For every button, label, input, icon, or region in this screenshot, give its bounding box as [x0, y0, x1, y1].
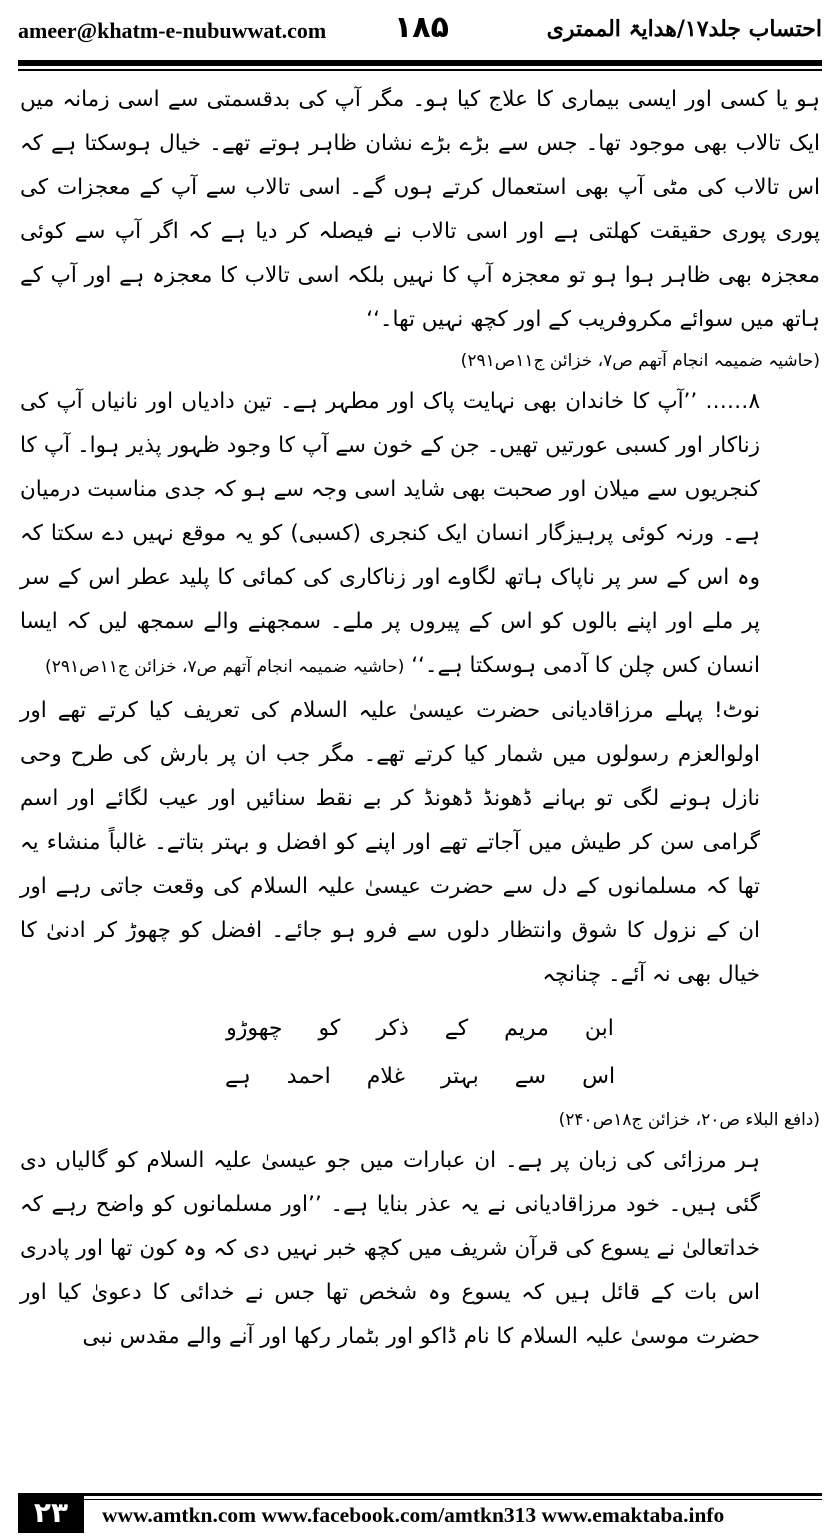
poem-word: چھوڑو: [226, 1016, 283, 1041]
footer-rule-thick: [84, 1493, 822, 1496]
poem-word: کو: [318, 1016, 341, 1041]
poem-word: اس: [582, 1064, 616, 1089]
header-page-number: ۱۸۵: [394, 10, 449, 45]
poem-word: کے: [444, 1016, 469, 1041]
poem-word: مریم: [504, 1016, 549, 1041]
header-email: ameer@khatm-e-nubuwwat.com: [18, 18, 327, 43]
poem-line-2: [20, 1053, 820, 1101]
paragraph-3: نوٹ! پہلے مرزاقادیانی حضرت عیسیٰ علیہ السلام کی تعریف کیا کرتے تھے اور اولوالعزم رسولوں میں شمار کیا کرتے تھے۔ مگر جب ان پر بارش کی طرح وحی نازل ہونے لگی تو بہانے ڈھونڈ ڈھونڈ کر بے نقط سنائیں اور عیب لگائے اور اسم گرامی سن کر طیش میں آجاتے تھے اور اپنے کو افضل و بہتر بتاتے۔ غالباً منشاء یہ تھا کہ مسلمانوں کے دل سے حضرت عیسیٰ علیہ السلام کی وقعت جاتی رہے اور ان کے نزول کا شوق وانتظار دلوں سے فرو ہو جائے۔ افضل کو چھوڑ کر ادنیٰ کا خیال بھی نہ آئے۔ چنانچہ: [20, 698, 760, 987]
header-rule-thick: [18, 60, 822, 66]
reference-3: (دافع البلاء ص۲۰، خزائن ج۱۸ص۲۴۰): [558, 1110, 820, 1130]
poem-word: احمد: [286, 1064, 331, 1089]
footer-urls: www.amtkn.com www.facebook.com/amtkn313 www.emaktaba.info: [102, 1503, 725, 1527]
poem-line-1: [20, 1005, 820, 1053]
poem-verse: [20, 1005, 820, 1101]
poem-word: بہتر: [440, 1064, 479, 1089]
paragraph-4: ہر مرزائی کی زبان پر ہے۔ ان عبارات میں جو عیسیٰ علیہ السلام کو گالیاں دی گئی ہیں۔ خود مرزاقادیانی نے یہ عذر بنایا ہے۔ ’’اور مسلمانوں کو واضح رہے کہ خداتعالیٰ نے یسوع کی قرآن شریف میں کچھ خبر نہیں دی کہ وہ کون تھا اور پادری اس بات کے قائل ہیں کہ یسوع وہ شخص تھا جس نے خدائی کا دعویٰ کیا اور حضرت موسیٰ علیہ السلام کا نام ڈاکو اور بٹمار رکھا اور آنے والے مقدس نبی: [20, 1148, 760, 1349]
paragraph-2-text: ۸…… ’’آپ کا خاندان بھی نہایت پاک اور مطہر ہے۔ تین دادیاں اور نانیاں آپ کی زناکار اور کسبی عورتیں تھیں۔ جن کے خون سے آپ کا وجود ظہور پذیر ہوا۔ آپ کا کنجریوں سے میلان اور صحبت بھی شاید اسی وجہ سے ہو کہ جدی مناسبت درمیان ہے۔ ورنہ کوئی پرہیزگار انسان ایک کنجری (کسبی) کو یہ موقع نہیں دے سکتا کہ وہ اس کے سر پر ناپاک ہاتھ لگاوے اور زناکاری کی کمائی کا پلید عطر اس کے سر پر ملے اور اپنے بالوں کو اس کے پیروں پر ملے۔ سمجھنے والے سمجھ لیں کہ ایسا انسان کس چلن کا آدمی ہوسکتا ہے۔‘‘: [20, 389, 760, 678]
paragraph-1: ہو یا کسی اور ایسی بیماری کا علاج کیا ہو۔ مگر آپ کی بدقسمتی سے اسی زمانہ میں ایک تالاب بھی موجود تھا۔ جس سے بڑے بڑے نشان ظاہر ہوتے تھے۔ خیال ہوسکتا ہے کہ اس تالاب کی مٹی آپ بھی استعمال کرتے ہوں گے۔ اسی تالاب سے آپ کے معجزات کی پوری پوری حقیقت کھلتی ہے اور اسی تالاب نے فیصلہ کر دیا ہے کہ اگر آپ سے کوئی معجزہ بھی ظاہر ہوا ہو تو معجزہ آپ کا نہیں بلکہ اسی تالاب کا معجزہ ہے اور آپ کے ہاتھ میں سوائے مکروفریب کے اور کچھ نہیں تھا۔‘‘: [20, 87, 820, 332]
poem-word: ابن: [584, 1016, 614, 1041]
footer-page-number: ۲۳: [18, 1493, 84, 1533]
paragraph-2: [20, 380, 820, 689]
poem-word: ہے: [224, 1064, 251, 1089]
header-book-title: احتساب جلد۱۷/ھدایۃ الممتری: [546, 16, 822, 42]
poem-word: سے: [514, 1064, 547, 1089]
poem-word: ذکر: [376, 1016, 409, 1041]
reference-2: (حاشیہ ضمیمہ انجام آتھم ص۷، خزائن ج۱۱ص۲۹۱): [45, 657, 405, 677]
poem-word: غلام: [366, 1064, 405, 1089]
footer-rule-thin: [84, 1499, 822, 1500]
page-footer: [18, 1493, 822, 1533]
page-header: [18, 10, 822, 54]
page-body: [20, 78, 820, 1359]
reference-1: (حاشیہ ضمیمہ انجام آتھم ص۷، خزائن ج۱۱ص۲۹۱): [460, 351, 820, 371]
header-rule-thin: [18, 69, 822, 71]
